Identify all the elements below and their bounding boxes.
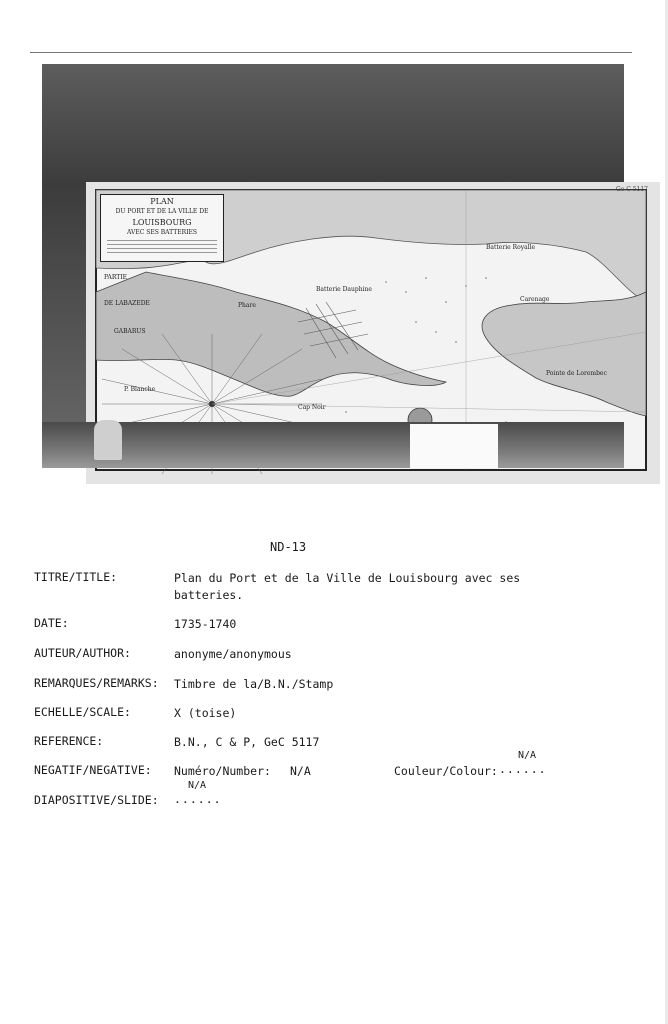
map-label-batterie-dauphine: Batterie Dauphine bbox=[316, 286, 372, 293]
map-title-louisbourg: LOUISBOURG bbox=[132, 218, 192, 227]
negative-number-value: N/A bbox=[290, 764, 311, 778]
map-title-port: DU PORT ET DE LA VILLE DE bbox=[115, 208, 209, 215]
map-cartouche bbox=[100, 194, 224, 262]
author-value: anonyme/anonymous bbox=[174, 647, 292, 661]
slide-label: DIAPOSITIVE/SLIDE: bbox=[34, 793, 159, 807]
map-label-gabarus: GABARUS bbox=[114, 328, 146, 335]
map-label-pointe-lorembec: Pointe de Lorembec bbox=[546, 370, 607, 377]
map-label-batterie-royalle: Batterie Royalle bbox=[486, 244, 536, 251]
map-title-batteries: AVEC SES BATTERIES bbox=[126, 229, 198, 236]
map-label-blanche: P. Blanche bbox=[124, 386, 156, 393]
title-value-line2: batteries. bbox=[174, 588, 244, 602]
photo-post bbox=[94, 420, 122, 460]
negative-number-label: Numéro/Number: bbox=[174, 764, 271, 778]
scale-value: X (toise) bbox=[174, 706, 237, 720]
date-value: 1735-1740 bbox=[174, 617, 237, 631]
map-title-plan: PLAN bbox=[150, 197, 174, 206]
scale-label: ECHELLE/SCALE: bbox=[34, 705, 131, 719]
map-corner-mark: Ge C 5117 bbox=[615, 186, 648, 193]
author-label: AUTEUR/AUTHOR: bbox=[34, 646, 131, 660]
negative-label: NEGATIF/NEGATIVE: bbox=[34, 763, 152, 777]
title-value-line1: Plan du Port et de la Ville de Louisbourg avec ses bbox=[174, 571, 521, 585]
reference-value: B.N., C & P, GeC 5117 bbox=[174, 735, 320, 749]
map-legend-lines bbox=[107, 240, 217, 253]
slide-value: N/A bbox=[188, 780, 207, 791]
map-label-carenage: Carenage bbox=[520, 296, 550, 303]
colour-dots: ...... bbox=[499, 762, 547, 776]
top-rule bbox=[30, 52, 632, 53]
map-photograph bbox=[42, 64, 648, 468]
record-code: ND-13 bbox=[270, 540, 307, 554]
slide-dots: ...... bbox=[174, 792, 222, 806]
colour-value: N/A bbox=[518, 750, 537, 761]
map-label-cap-noir: Cap Noir bbox=[298, 404, 326, 411]
remarks-value: Timbre de la/B.N./Stamp bbox=[174, 677, 334, 691]
photo-bottom-strip bbox=[42, 422, 624, 468]
map-label-phare: Phare bbox=[238, 302, 256, 309]
map-label-partie: PARTIE bbox=[104, 274, 127, 281]
remarks-label: REMARQUES/REMARKS: bbox=[34, 676, 159, 690]
photo-white-label bbox=[410, 424, 498, 468]
title-label: TITRE/TITLE: bbox=[34, 570, 118, 584]
colour-label: Couleur/Colour: bbox=[394, 764, 498, 778]
reference-label: REFERENCE: bbox=[34, 734, 104, 748]
map-label-labazede: DE LABAZEDE bbox=[104, 300, 150, 307]
date-label: DATE: bbox=[34, 616, 69, 630]
